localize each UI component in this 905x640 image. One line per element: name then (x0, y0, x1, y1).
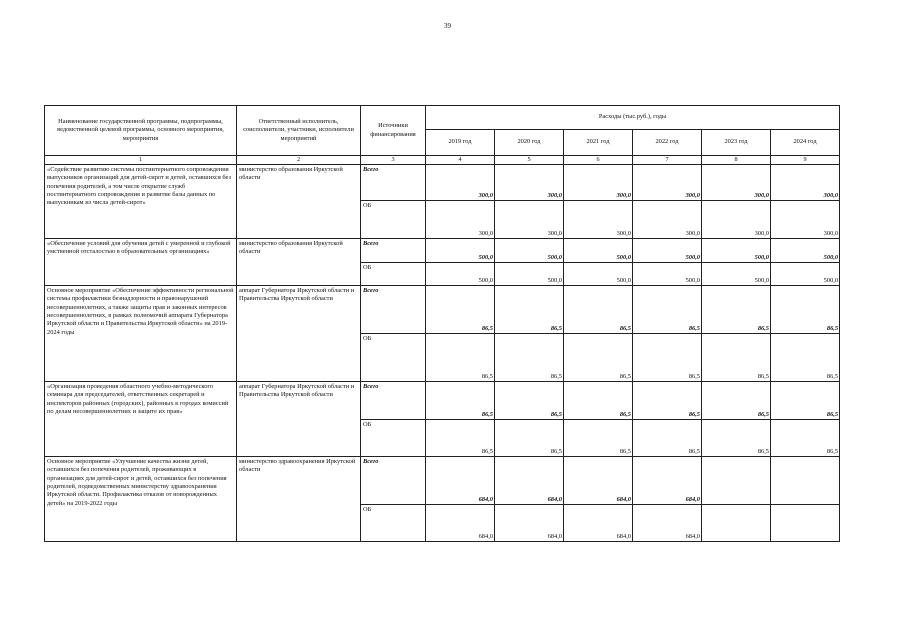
total-value-cell: 86,5 (564, 382, 633, 420)
budget-table (44, 105, 840, 542)
executor-cell: аппарат Губернатора Иркутской области и Правительства Иркутской области (237, 286, 361, 382)
total-value-cell: 300,0 (633, 165, 702, 201)
ob-value-cell: 86,5 (426, 334, 495, 382)
source-total-label: Всего (361, 165, 426, 201)
total-value-cell: 500,0 (564, 239, 633, 263)
source-total-label: Всего (361, 239, 426, 263)
total-value-cell: 500,0 (495, 239, 564, 263)
source-ob-label: ОБ (361, 263, 426, 286)
source-total-label: Всего (361, 286, 426, 334)
ob-value-cell: 500,0 (633, 263, 702, 286)
ob-value-cell: 684,0 (633, 505, 702, 542)
table-row (45, 382, 840, 420)
header-year: 2024 год (771, 130, 840, 156)
column-number: 5 (495, 156, 564, 165)
ob-value-cell: 86,5 (633, 420, 702, 457)
source-ob-label: ОБ (361, 505, 426, 542)
column-number: 9 (771, 156, 840, 165)
ob-value-cell: 86,5 (495, 334, 564, 382)
total-value-cell: 500,0 (633, 239, 702, 263)
total-value-cell: 684,0 (426, 457, 495, 505)
total-value-cell: 86,5 (426, 286, 495, 334)
ob-value-cell: 300,0 (633, 201, 702, 239)
header-year: 2019 год (426, 130, 495, 156)
source-ob-label: ОБ (361, 201, 426, 239)
executor-cell: министерство образования Иркутской области (237, 165, 361, 239)
ob-value-cell: 300,0 (702, 201, 771, 239)
measure-name: «Содействие развитию системы постинтернатного сопровождения выпускников организаций для детей-сирот и детей, оставшихся без попечения родителей, а том числе открытие служб постинтернатного сопровождения и развитие базы данных по выпускникам из числа детей-сирот» (45, 165, 237, 239)
source-ob-label: ОБ (361, 420, 426, 457)
column-number: 6 (564, 156, 633, 165)
ob-value-cell: 500,0 (495, 263, 564, 286)
total-value-cell: 86,5 (771, 382, 840, 420)
header-name: Наименование государственной программы, подпрограммы, ведомственной целевой программы, основного мероприятия, мероприятия (45, 106, 237, 156)
header-expenses: Расходы (тыс.руб.), годы (426, 106, 840, 130)
page-number: 39 (444, 22, 451, 30)
executor-cell: аппарат Губернатора Иркутской области и Правительства Иркутской области (237, 382, 361, 457)
measure-name: «Организация проведения областного учебно-методического семинара для председателей, ответственных секретарей и инспекторов районных (городских), районных в городах комиссий по делам несовершеннолетних и защите их прав» (45, 382, 237, 457)
table-row (45, 457, 840, 505)
header-executor: Ответственный исполнитель, соисполнители, участники, исполнители мероприятий (237, 106, 361, 156)
column-number: 8 (702, 156, 771, 165)
total-value-cell: 300,0 (702, 165, 771, 201)
ob-value-cell: 86,5 (495, 420, 564, 457)
total-value-cell: 86,5 (495, 382, 564, 420)
header-year: 2021 год (564, 130, 633, 156)
total-value-cell: 86,5 (426, 382, 495, 420)
total-value-cell: 300,0 (426, 165, 495, 201)
ob-value-cell: 300,0 (495, 201, 564, 239)
total-value-cell: 86,5 (771, 286, 840, 334)
table-row (45, 239, 840, 263)
source-total-label: Всего (361, 457, 426, 505)
table-row (45, 165, 840, 201)
source-total-label: Всего (361, 382, 426, 420)
measure-name: «Обеспечение условий для обучения детей с умеренной и глубокой умственной отсталостью в образовательных организациях» (45, 239, 237, 286)
total-value-cell: 684,0 (633, 457, 702, 505)
header-year: 2022 год (633, 130, 702, 156)
total-value-cell: 684,0 (564, 457, 633, 505)
ob-value-cell (771, 505, 840, 542)
total-value-cell: 300,0 (771, 165, 840, 201)
column-number: 4 (426, 156, 495, 165)
ob-value-cell: 684,0 (495, 505, 564, 542)
total-value-cell: 86,5 (702, 286, 771, 334)
ob-value-cell: 684,0 (564, 505, 633, 542)
total-value-cell: 300,0 (495, 165, 564, 201)
ob-value-cell: 86,5 (633, 334, 702, 382)
executor-cell: министерство образования Иркутской области (237, 239, 361, 286)
ob-value-cell: 86,5 (564, 420, 633, 457)
ob-value-cell: 500,0 (426, 263, 495, 286)
ob-value-cell: 86,5 (771, 420, 840, 457)
ob-value-cell: 86,5 (771, 334, 840, 382)
total-value-cell: 684,0 (495, 457, 564, 505)
total-value-cell: 86,5 (495, 286, 564, 334)
column-number: 1 (45, 156, 237, 165)
total-value-cell: 86,5 (564, 286, 633, 334)
total-value-cell (771, 457, 840, 505)
measure-name: Основное мероприятие «Улучшение качества жизни детей, оставшихся без попечения родителей, проживающих в организациях для детей-сирот и детей, оставшихся без попечения родителей, подведомственных министерству здравоохранения Иркутской области. Профилактика отказов от новорожденных детей» на 2019-2022 годы (45, 457, 237, 542)
ob-value-cell: 684,0 (426, 505, 495, 542)
ob-value-cell: 86,5 (702, 334, 771, 382)
executor-cell: министерство здравоохранения Иркутской области (237, 457, 361, 542)
ob-value-cell (702, 505, 771, 542)
ob-value-cell: 86,5 (564, 334, 633, 382)
ob-value-cell: 86,5 (702, 420, 771, 457)
total-value-cell: 500,0 (771, 239, 840, 263)
ob-value-cell: 300,0 (426, 201, 495, 239)
total-value-cell: 500,0 (426, 239, 495, 263)
table-row (45, 286, 840, 334)
total-value-cell (702, 457, 771, 505)
total-value-cell: 86,5 (702, 382, 771, 420)
total-value-cell: 86,5 (633, 286, 702, 334)
total-value-cell: 86,5 (633, 382, 702, 420)
column-number: 7 (633, 156, 702, 165)
header-sources: Источники финансирования (361, 106, 426, 156)
header-year: 2020 год (495, 130, 564, 156)
source-ob-label: ОБ (361, 334, 426, 382)
total-value-cell: 500,0 (702, 239, 771, 263)
measure-name: Основное мероприятие «Обеспечение эффективности региональной системы профилактики безнадзорности и правонарушений несовершеннолетних, а также защиты прав и законных интересов несовершеннолетних, в рамках полномочий аппарата Губернатора Иркутской области и Правительства Иркутской области» на 2019-2024 годы (45, 286, 237, 382)
ob-value-cell: 300,0 (771, 201, 840, 239)
column-number: 3 (361, 156, 426, 165)
ob-value-cell: 86,5 (426, 420, 495, 457)
total-value-cell: 300,0 (564, 165, 633, 201)
ob-value-cell: 500,0 (564, 263, 633, 286)
column-number: 2 (237, 156, 361, 165)
ob-value-cell: 300,0 (564, 201, 633, 239)
ob-value-cell: 500,0 (702, 263, 771, 286)
ob-value-cell: 500,0 (771, 263, 840, 286)
header-year: 2023 год (702, 130, 771, 156)
